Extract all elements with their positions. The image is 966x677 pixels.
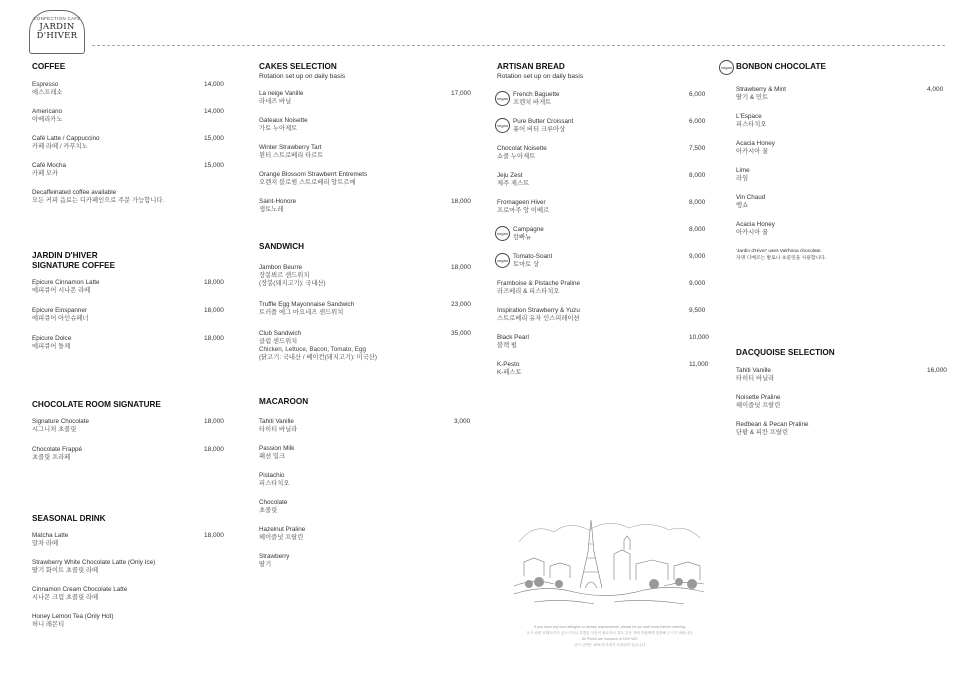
menu-item-korean-name: 프렌치 바게트	[513, 99, 552, 106]
menu-item-name: Jeju Zest	[497, 172, 523, 179]
menu-item-name: Framboise & Pistache Praline	[497, 280, 580, 287]
brand-logo	[29, 10, 85, 54]
menu-item	[259, 301, 477, 317]
section-title-coffee: COFFEE	[32, 62, 66, 71]
menu-item-korean-name: 에피큐어 아인슈페너	[32, 315, 89, 322]
menu-item-price: 18,000	[204, 307, 224, 314]
menu-item	[259, 144, 477, 160]
menu-item-price: 3,000	[454, 418, 471, 425]
menu-item	[497, 226, 710, 242]
menu-item	[259, 445, 477, 461]
menu-item-korean-name: 퓨어 버터 크루아상	[513, 126, 566, 133]
menu-item-name: Campagne	[513, 226, 544, 233]
menu-item-name: Strawberry & Mint	[736, 86, 787, 93]
menu-item-name: La neige Vanille	[259, 90, 304, 97]
menu-item	[32, 335, 224, 351]
menu-item-korean-name: 장봉뵈르 샌드위치	[259, 272, 310, 279]
menu-item-name: Café Mocha	[32, 162, 66, 169]
menu-item	[736, 221, 949, 237]
menu-item-name: Truffle Egg Mayonnaise Sandwich	[259, 301, 355, 308]
menu-item	[32, 559, 155, 575]
menu-item	[259, 330, 477, 362]
menu-item	[736, 394, 949, 410]
menu-item-name: Vin Chaud	[736, 194, 766, 201]
menu-item-korean-name: 쇼콜 누아제트	[497, 153, 536, 160]
menu-item-korean-name: 카페 라떼 / 카푸치노	[32, 143, 88, 150]
menu-item	[736, 167, 949, 183]
menu-item	[259, 117, 477, 133]
menu-item-korean-name: 피스타치오	[736, 121, 767, 128]
menu-item	[497, 253, 710, 269]
vegan-badge-icon: vegan	[495, 253, 510, 268]
menu-item-korean-name: 패션 밀크	[259, 453, 286, 460]
menu-item-korean-name: 시그니처 초콜릿	[32, 426, 77, 433]
menu-item-name: Inspiration Strawberry & Yuzu	[497, 307, 580, 314]
menu-item-korean-name: 카페 모카	[32, 170, 59, 177]
menu-item-price: 17,000	[451, 90, 471, 97]
footer-vat-en: All Prices are inclusive of 10% VAT.	[581, 637, 639, 641]
menu-item-korean-name: 토마토 상	[513, 261, 540, 268]
menu-item	[259, 553, 477, 569]
menu-item-price: 15,000	[204, 135, 224, 142]
chocolate-room-list	[32, 418, 224, 462]
menu-item-name: Strawberry	[259, 553, 290, 560]
menu-item-name: K-Pesto	[497, 361, 520, 368]
menu-item-korean-name: 시나몬 크림 초콜릿 라떼	[32, 594, 99, 601]
menu-item-price: 35,000	[451, 330, 471, 337]
menu-item	[32, 108, 224, 124]
menu-item-name: Hazelnut Praline	[259, 526, 306, 533]
column-4	[721, 62, 949, 436]
menu-item-name: L'Espace	[736, 113, 762, 120]
menu-item-price: 18,000	[204, 335, 224, 342]
menu-item-name: Americano	[32, 108, 63, 115]
bread-subtitle: Rotation set up on daily basis	[497, 73, 584, 80]
section-title-bonbon: BONBON CHOCOLATE	[736, 62, 826, 71]
menu-item-name: Epicure Einspanner	[32, 307, 87, 314]
seasonal-drink-list	[32, 532, 224, 629]
menu-item	[32, 613, 155, 629]
menu-item-korean-name: 아카시아 꿀	[736, 229, 769, 236]
vegan-badge-icon: vegan	[495, 118, 510, 133]
menu-item-name: Pure Butter Croissant	[513, 118, 574, 125]
menu-item	[736, 86, 949, 102]
menu-item-korean-name: 초콜릿 프라페	[32, 454, 71, 461]
brand-arc-text: CONFECTION CAFE	[33, 16, 81, 21]
menu-item-korean-name: 캄빠뉴	[513, 234, 532, 241]
menu-item-name: Jambon Beurre	[259, 264, 303, 271]
menu-item	[32, 81, 224, 97]
menu-item	[497, 145, 710, 161]
menu-item-name: Pistachio	[259, 472, 285, 479]
section-title-signature-line1: JARDIN D'HIVER	[32, 251, 98, 260]
menu-item-name: Honey Lemon Tea (Only Hot)	[32, 613, 114, 620]
cakes-list	[259, 90, 477, 214]
menu-item-name: Redbean & Pecan Praline	[736, 421, 809, 428]
menu-item-name: Café Latte / Cappuccino	[32, 135, 100, 142]
menu-item	[497, 334, 710, 350]
menu-item-korean-name: 모든 커피 음료는 디카페인으로 주문 가능합니다.	[32, 197, 165, 204]
menu-item-name: Strawberry White Chocolate Latte (Only Ice)	[32, 559, 156, 566]
menu-item-name: Espresso	[32, 81, 59, 88]
bread-list	[497, 91, 710, 377]
menu-item-name: French Baguette	[513, 91, 560, 98]
dacquoise-list	[736, 367, 949, 437]
menu-item-name: Signature Chocolate	[32, 418, 90, 425]
menu-item	[32, 162, 224, 178]
footer-allergy-en: If you have any food allergies or dietary requirements, please let our staff know before ordering.	[534, 625, 686, 629]
menu-item-price: 18,000	[204, 418, 224, 425]
menu-item-korean-name: 초콜릿	[259, 507, 278, 514]
brand-name-line2: D'HIVER	[36, 31, 78, 41]
menu-item-korean-name: 허니 레몬티	[32, 621, 65, 628]
menu-item-price: 8,000	[689, 199, 706, 206]
menu-item-name: Chocolat Noisette	[497, 145, 547, 152]
section-title-seasonal: SEASONAL DRINK	[32, 514, 106, 523]
coffee-list	[32, 81, 224, 205]
section-title-bread: ARTISAN BREAD	[497, 62, 565, 71]
menu-item-detail: (장봉(돼지고기): 국내산)	[259, 280, 326, 287]
menu-item-price: 18,000	[451, 264, 471, 271]
menu-item-name: Black Pearl	[497, 334, 529, 341]
menu-item-korean-name: 가토 누아제트	[259, 125, 298, 132]
menu-item-korean-name: 블랙 펄	[497, 342, 517, 349]
menu-item-name: Gateaux Noisette	[259, 117, 308, 124]
menu-item-name: Club Sandwich	[259, 330, 302, 337]
menu-item-name: Lime	[736, 167, 750, 174]
menu-item-korean-name: K-페스토	[497, 369, 522, 376]
section-title-sandwich: SANDWICH	[259, 242, 305, 251]
menu-item-price: 8,000	[689, 226, 706, 233]
menu-item	[32, 307, 224, 323]
menu-item-price: 18,000	[204, 446, 224, 453]
menu-item-korean-name: 딸기 화이트 초콜릿 라떼	[32, 567, 99, 574]
menu-item-name: Tahiti Vanille	[259, 418, 294, 425]
menu-item-name: Chocolate Frappé	[32, 446, 83, 453]
menu-item	[32, 532, 224, 548]
menu-item-korean-name: 에스프레소	[32, 89, 63, 96]
column-3	[497, 62, 710, 388]
menu-item	[259, 264, 477, 288]
menu-item-price: 4,000	[927, 86, 944, 93]
menu-item-korean-name: 에피큐어 돌체	[32, 343, 71, 350]
menu-item-price: 14,000	[204, 108, 224, 115]
allergy-footer	[490, 624, 730, 648]
sandwich-list	[259, 264, 477, 362]
menu-item	[497, 172, 710, 188]
menu-item-price: 16,000	[927, 367, 947, 374]
menu-item-detail: Chicken, Lettuce, Bacon, Tomato, Egg	[259, 346, 366, 353]
menu-item	[259, 526, 477, 542]
menu-item-price: 15,000	[204, 162, 224, 169]
menu-item	[497, 280, 710, 296]
menu-item-price: 18,000	[204, 532, 224, 539]
section-title-signature-line2: SIGNATURE COFFEE	[32, 261, 116, 270]
menu-item-name: Epicure Dolce	[32, 335, 72, 342]
menu-item-name: Tomato-Soant	[513, 253, 553, 260]
menu-item	[497, 361, 710, 377]
menu-item-korean-name: 피스타치오	[259, 480, 290, 487]
macaroon-list	[259, 418, 477, 569]
menu-item-korean-name: 아메리카노	[32, 116, 63, 123]
menu-item-price: 10,000	[689, 334, 709, 341]
menu-item-korean-name: 딸기	[259, 561, 272, 568]
section-title-chocolate-room: CHOCOLATE ROOM SIGNATURE	[32, 400, 161, 409]
menu-item-name: Chocolate	[259, 499, 288, 506]
menu-item	[32, 418, 224, 434]
menu-item-korean-name: 단팥 & 피칸 프랄린	[736, 429, 789, 436]
menu-item-price: 6,000	[689, 118, 706, 125]
menu-item	[259, 472, 477, 488]
footer-allergy-ko: 음식 관련 알레르기가 있으시거나 특별한 식단이 필요하신 경우 주문 전에 직원에게 말씀해 주시기 바랍니다.	[526, 631, 694, 635]
menu-item-name: Matcha Latte	[32, 532, 69, 539]
column-2	[259, 62, 477, 568]
menu-item-name: Passion Milk	[259, 445, 295, 452]
vegan-badge-icon: vegan	[719, 60, 734, 75]
menu-item	[32, 135, 224, 151]
menu-item	[259, 171, 477, 187]
menu-item-korean-name: 윈터 스트로베리 타르트	[259, 152, 324, 159]
menu-item	[736, 113, 949, 129]
column-1	[32, 62, 224, 628]
menu-item-korean-name: 라네즈 바닐	[259, 98, 292, 105]
signature-coffee-list	[32, 279, 224, 351]
menu-item-price: 18,000	[451, 198, 471, 205]
menu-item	[497, 307, 710, 323]
menu-item-korean-name: 헤이즐넛 프랄린	[259, 534, 304, 541]
menu-item-price: 11,000	[689, 361, 709, 368]
menu-item-korean-name: 오렌지 블로썸 스트로베리 앙트르메	[259, 179, 356, 186]
menu-item-price: 18,000	[204, 279, 224, 286]
menu-item-korean-name: 말차 라떼	[32, 540, 59, 547]
menu-item	[32, 279, 224, 295]
menu-item	[259, 90, 477, 106]
menu-item-price: 14,000	[204, 81, 224, 88]
menu-item-korean-name: 아카시아 꿀	[736, 148, 769, 155]
menu-item-korean-name: 라즈베리 & 피스타치오	[497, 288, 560, 295]
menu-item-price: 8,000	[689, 172, 706, 179]
menu-item-price: 9,000	[689, 280, 706, 287]
vegan-badge-icon: vegan	[495, 226, 510, 241]
menu-item	[259, 418, 477, 434]
menu-item-name: Acacia Honey	[736, 140, 775, 147]
menu-item	[736, 367, 949, 383]
section-title-macaroon: MACAROON	[259, 397, 309, 406]
menu-item-name: Tahiti Vanille	[736, 367, 771, 374]
menu-item-korean-name: 타히티 바닐라	[736, 375, 775, 382]
section-title-cakes: CAKES SELECTION	[259, 62, 337, 71]
menu-item-name: Epicure Cinnamon Latte	[32, 279, 100, 286]
menu-item	[736, 140, 949, 156]
menu-item-korean-name: 클럽 샌드위치	[259, 338, 298, 345]
menu-item	[497, 118, 710, 134]
menu-item-price: 6,000	[689, 91, 706, 98]
valrhona-note-ko: 자댕 디베르는 발로나 초콜릿을 사용합니다.	[736, 256, 827, 261]
menu-item-price: 9,000	[689, 253, 706, 260]
vegan-badge-icon: vegan	[495, 91, 510, 106]
menu-item-korean-name: 라임	[736, 175, 749, 182]
menu-item-name: Cinnamon Cream Chocolate Latte	[32, 586, 128, 593]
menu-item	[259, 499, 477, 515]
menu-item	[259, 198, 477, 214]
menu-item-korean-name: 뱅쇼	[736, 202, 749, 209]
menu-item-name: Winter Strawberry Tart	[259, 144, 322, 151]
menu-item-korean-name: 프로마주 앙 이베르	[497, 207, 550, 214]
menu-item-korean-name: 트러플 에그 마요네즈 샌드위치	[259, 309, 344, 316]
menu-item	[736, 194, 949, 210]
menu-item	[32, 446, 224, 462]
menu-item-name: Acacia Honey	[736, 221, 775, 228]
menu-item-korean-name: 제주 제스트	[497, 180, 530, 187]
paris-sketch-illustration	[514, 514, 704, 614]
menu-item	[736, 421, 949, 437]
cakes-subtitle: Rotation set up on daily basis	[259, 73, 346, 80]
menu-item-name: Orange Blossom Strawberrt Entremets	[259, 171, 368, 178]
menu-item-korean-name: 에피큐어 시나몬 라떼	[32, 287, 91, 294]
menu-item-korean-name: 타히티 바닐라	[259, 426, 298, 433]
menu-item-korean-name: 생토노레	[259, 206, 284, 213]
menu-item	[32, 189, 202, 205]
menu-item-name: Noisette Praline	[736, 394, 781, 401]
menu-item-korean-name: 헤이즐넛 프랄린	[736, 402, 781, 409]
section-title-dacquoise: DACQUOISE SELECTION	[736, 348, 835, 357]
menu-item-name: Decaffeinated coffee available	[32, 189, 117, 196]
menu-item-detail: (닭고기: 국내산 / 베이컨(돼지고기): 미국산)	[259, 354, 377, 361]
menu-item	[497, 91, 710, 107]
footer-vat-ko: 상기 금액은 10% 부가세가 포함되어 있습니다.	[573, 643, 647, 647]
brand-name-line1: JARDIN	[39, 22, 75, 32]
menu-item	[497, 199, 710, 215]
valrhona-note-en: 'Jardin d'Hiver' uses Valrhona chocolate.	[736, 249, 822, 254]
menu-item-korean-name: 스트로베리 유자 인스피레이션	[497, 315, 580, 322]
menu-item-name: Fromageen Hiver	[497, 199, 546, 206]
menu-item-name: Saint-Honore	[259, 198, 297, 205]
bonbon-list	[736, 86, 949, 237]
menu-item-korean-name: 딸기 & 민트	[736, 94, 769, 101]
menu-item-price: 9,500	[689, 307, 706, 314]
header-divider	[92, 45, 945, 46]
menu-item	[32, 586, 155, 602]
menu-item-price: 7,500	[689, 145, 706, 152]
menu-item-price: 23,000	[451, 301, 471, 308]
